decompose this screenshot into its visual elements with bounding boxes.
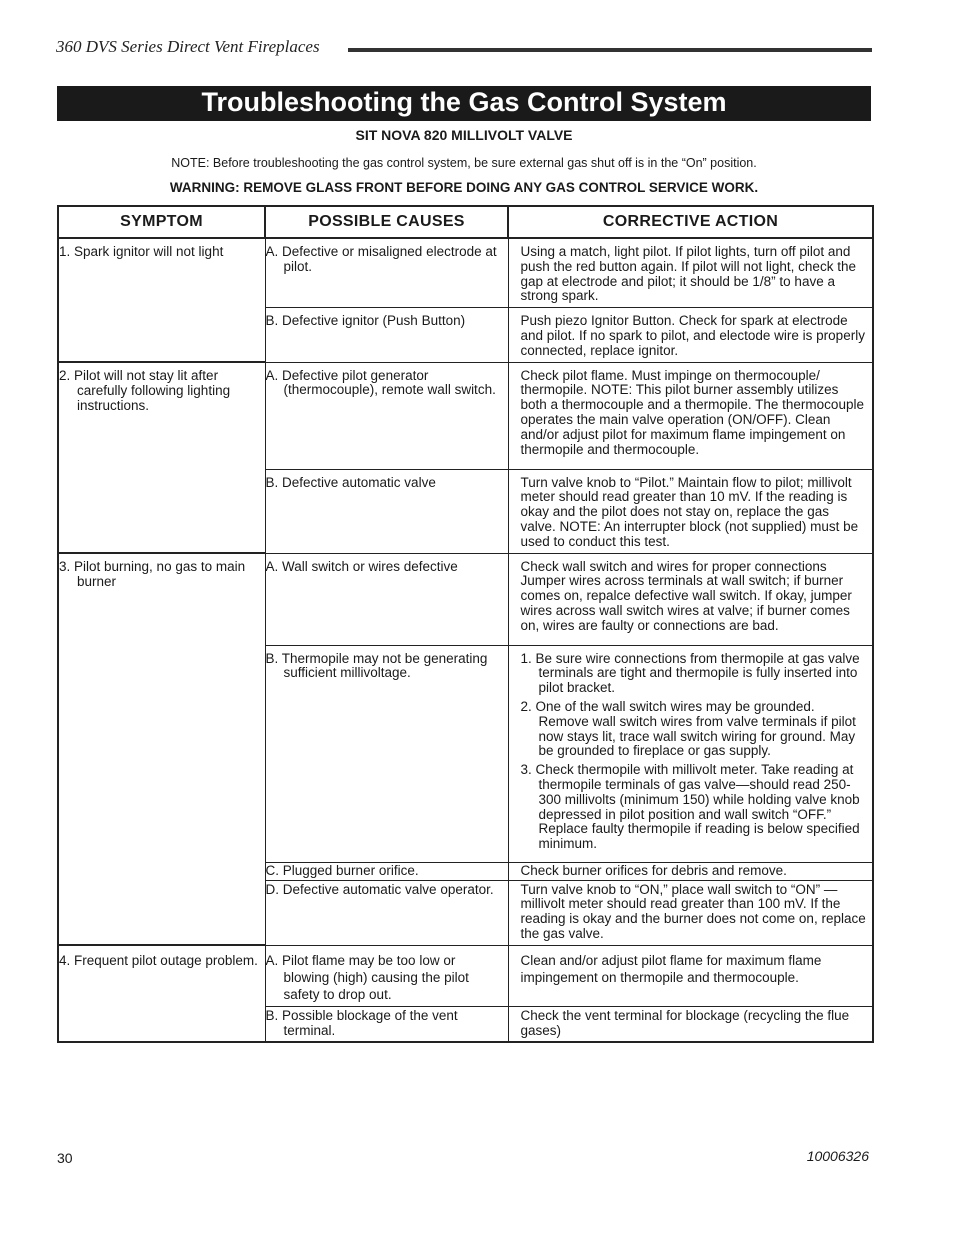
action-cell	[508, 238, 873, 308]
action-cell	[508, 469, 873, 553]
header-corrective-action: CORRECTIVE ACTION	[508, 206, 873, 238]
action-text: Check wall switch and wires for proper connections Jumper wires across terminals at wall switch; if burner comes on, repalce defective wall switch. If okay, jumper wires across wall switch wires at valve; if burner comes on, wires are faulty or connections are bad.	[520, 558, 852, 633]
cause-cell	[265, 362, 508, 469]
symptom-text: 4. Frequent pilot outage problem.	[59, 953, 258, 969]
action-cell	[508, 880, 873, 945]
action-cell	[508, 1006, 873, 1042]
cause-text: A. Pilot flame may be too low or blowing (high) causing the pilot safety to drop out.	[265, 952, 469, 1002]
cause-text: D. Defective automatic valve operator.	[265, 881, 494, 897]
symptom-cell	[58, 238, 265, 362]
action-text: Using a match, light pilot. If pilot lights, turn off pilot and push the red button again. If pilot will not light, check the gap at electrode and pilot; it should be 1/8” to have a strong spark.	[520, 244, 856, 304]
action-cell	[508, 308, 873, 362]
cause-cell	[265, 645, 508, 862]
note-text: NOTE: Before troubleshooting the gas control system, be sure external gas shut off is in the “On” position.	[171, 156, 757, 170]
symptom-cell	[58, 362, 265, 553]
table-row	[58, 553, 873, 645]
cause-text: B. Possible blockage of the vent terminal.	[265, 1007, 458, 1038]
action-text: Turn valve knob to “ON,” place wall switch to “ON” — millivolt meter should read greater than 100 mV. If the reading is okay and the burner does not come on, replace the gas valve.	[520, 881, 866, 941]
action-cell	[508, 362, 873, 469]
warning-text: WARNING: REMOVE GLASS FRONT BEFORE DOING ANY GAS CONTROL SERVICE WORK.	[169, 180, 759, 195]
header-rule	[348, 48, 872, 52]
cause-cell	[265, 469, 508, 553]
action-cell	[508, 945, 873, 1006]
cause-text: C. Plugged burner orifice.	[265, 862, 419, 878]
action-text: Turn valve knob to “Pilot.” Maintain flow to pilot; millivolt meter should read greater than 10 mV. If the reading is okay and the pilot does not stay on, replace the gas valve. NOTE: An interrupter block (not supplied) must be used to conduct this test.	[520, 474, 859, 549]
valve-subtitle: SIT NOVA 820 MILLIVOLT VALVE	[355, 127, 573, 143]
symptom-text: 2. Pilot will not stay lit after carefully following lighting instructions.	[59, 368, 231, 413]
action-list-item: 3. Check thermopile with millivolt meter. Take reading at thermopile terminals of gas valve—should read 250-300 millivolts (minimum 150) while holding valve knob depressed in pilot position and wall switch “OFF.” Replace faulty thermopile if reading is below specified minimum.	[520, 762, 860, 852]
table-row	[58, 238, 873, 308]
header-possible-causes: POSSIBLE CAUSES	[265, 206, 508, 238]
cause-text: A. Wall switch or wires defective	[265, 558, 458, 574]
cause-cell	[265, 862, 508, 880]
header-symptom: SYMPTOM	[58, 206, 265, 238]
action-list-item: 1. Be sure wire connections from thermopile at gas valve terminals are tight and thermopile is fully inserted into pilot bracket.	[520, 650, 860, 696]
table-row	[58, 362, 873, 469]
action-text: Check burner orifices for debris and remove.	[520, 862, 787, 878]
cause-cell	[265, 945, 508, 1006]
action-list	[509, 646, 873, 855]
action-text: Check pilot flame. Must impinge on thermocouple/ thermopile. NOTE: This pilot burner assembly utilizes both a thermocouple and a thermopile. The thermocouple operates the main valve operation (ON/OFF). Clean and/or adjust pilot for maximum flame impingement on thermopile and thermocouple.	[520, 367, 864, 457]
cause-cell	[265, 238, 508, 308]
action-text: Clean and/or adjust pilot flame for maximum flame impingement on thermopile and thermocouple.	[520, 952, 822, 985]
cause-text: A. Defective or misaligned electrode at pilot.	[265, 244, 497, 274]
table-row	[58, 945, 873, 1006]
series-title: 360 DVS Series Direct Vent Fireplaces	[56, 37, 320, 56]
cause-text: B. Defective automatic valve	[265, 474, 436, 490]
symptom-text: 3. Pilot burning, no gas to main burner	[59, 559, 246, 589]
cause-cell	[265, 880, 508, 945]
action-cell	[508, 645, 873, 862]
symptom-cell	[58, 553, 265, 945]
troubleshooting-table	[57, 205, 874, 1043]
cause-text: A. Defective pilot generator (thermocouple), remote wall switch.	[265, 367, 496, 398]
title-bar	[57, 86, 871, 121]
action-list-item: 2. One of the wall switch wires may be grounded. Remove wall switch wires from valve terminals if pilot now stays lit, trace wall switch wiring for ground. May be grounded to fireplace or gas supply.	[520, 698, 856, 759]
cause-cell	[265, 1006, 508, 1042]
action-text: Check the vent terminal for blockage (recycling the flue gases)	[520, 1007, 850, 1038]
action-cell	[508, 553, 873, 645]
cause-cell	[265, 308, 508, 362]
action-cell	[508, 862, 873, 880]
document-number: 10006326	[806, 1148, 869, 1164]
page-title: Troubleshooting the Gas Control System	[201, 87, 727, 117]
symptom-cell	[58, 945, 265, 1042]
symptom-text: 1. Spark ignitor will not light	[59, 244, 224, 259]
cause-text: B. Thermopile may not be generating sufficient millivoltage.	[265, 650, 488, 681]
cause-cell	[265, 553, 508, 645]
cause-text: B. Defective ignitor (Push Button)	[265, 313, 466, 329]
table-header-row	[58, 206, 873, 238]
action-text: Push piezo Ignitor Button. Check for spark at electrode and pilot. If no spark to pilot, and electode wire is properly connected, replace ignitor.	[520, 313, 865, 358]
page-number: 30	[57, 1150, 73, 1166]
